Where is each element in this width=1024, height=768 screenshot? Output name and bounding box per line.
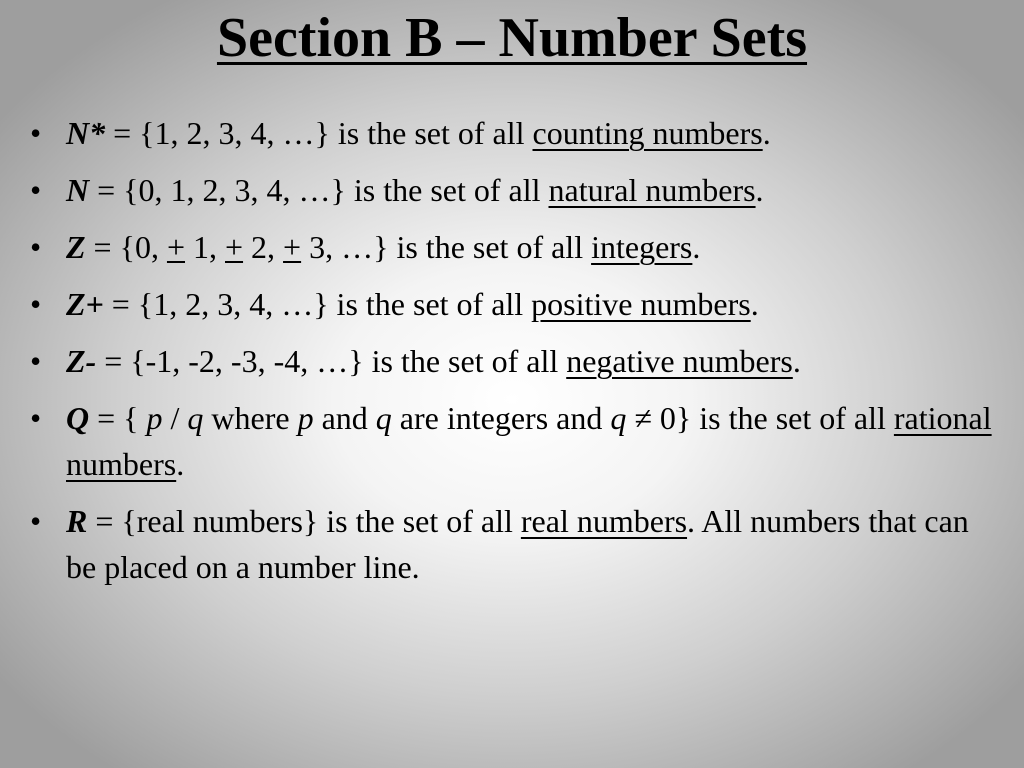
description-end: . bbox=[792, 343, 801, 379]
bullet-icon: • bbox=[30, 172, 42, 208]
description-end: . bbox=[176, 446, 185, 482]
set-term: counting numbers bbox=[532, 115, 763, 151]
set-part: {0, bbox=[119, 229, 167, 265]
set-definition: {1, 2, 3, 4, …} bbox=[137, 286, 329, 322]
set-definition: {-1, -2, -3, -4, …} bbox=[130, 343, 364, 379]
set-part: ≠ 0} is the set of all bbox=[626, 400, 894, 436]
description-text: is the set of all bbox=[318, 503, 521, 539]
set-part: { bbox=[123, 400, 147, 436]
set-part: 1, bbox=[185, 229, 225, 265]
description-text: is the set of all bbox=[345, 172, 549, 208]
bullet-icon: • bbox=[30, 503, 42, 539]
bullet-icon: • bbox=[30, 400, 42, 436]
set-symbol: Z+ bbox=[66, 286, 104, 322]
set-term: positive numbers bbox=[531, 286, 751, 322]
slide-title-text: Section B – Number Sets bbox=[216, 7, 808, 69]
set-symbol: Z- bbox=[66, 343, 97, 379]
variable-q: q bbox=[375, 400, 392, 436]
bullet-icon: • bbox=[30, 343, 42, 379]
set-symbol: N bbox=[66, 172, 90, 208]
equals-sign: = bbox=[85, 229, 120, 265]
set-part: and bbox=[313, 400, 376, 436]
set-definition bbox=[123, 400, 894, 436]
set-definition: {1, 2, 3, 4, …} bbox=[139, 115, 330, 151]
description-end: . bbox=[762, 115, 771, 151]
set-term: negative numbers bbox=[566, 343, 793, 379]
set-definition bbox=[120, 229, 389, 265]
slide-title bbox=[0, 2, 1024, 74]
list-item-real-numbers bbox=[28, 498, 1003, 590]
set-part: 2, bbox=[243, 229, 284, 265]
variable-p: p bbox=[297, 400, 314, 436]
set-term: real numbers bbox=[520, 503, 688, 539]
equals-sign: = bbox=[103, 286, 138, 322]
set-part: 3, …} bbox=[301, 229, 389, 265]
set-part: are integers and bbox=[391, 400, 611, 436]
list-item-positive-numbers bbox=[28, 281, 1003, 327]
set-symbol: Z bbox=[66, 229, 86, 265]
set-definition: {0, 1, 2, 3, 4, …} bbox=[123, 172, 346, 208]
description-end: . bbox=[755, 172, 764, 208]
description-end: . bbox=[692, 229, 701, 265]
list-item-integers bbox=[28, 224, 1003, 270]
equals-sign: = bbox=[105, 115, 140, 151]
set-definition: {real numbers} bbox=[121, 503, 319, 539]
description-end: . All numbers that can be placed on a number line. bbox=[66, 503, 969, 585]
set-symbol: R bbox=[66, 503, 88, 539]
description-text: is the set of all bbox=[328, 286, 532, 322]
variable-p: p bbox=[146, 400, 163, 436]
plus-minus-sign: + bbox=[225, 229, 244, 265]
variable-q: q bbox=[610, 400, 627, 436]
description-text: is the set of all bbox=[388, 229, 592, 265]
variable-q: q bbox=[187, 400, 204, 436]
description-text: is the set of all bbox=[363, 343, 567, 379]
set-symbol: N* bbox=[66, 115, 106, 151]
equals-sign: = bbox=[89, 172, 124, 208]
list-item-rational-numbers bbox=[28, 395, 1003, 487]
bullet-icon: • bbox=[30, 229, 42, 265]
description-text: is the set of all bbox=[329, 115, 533, 151]
equals-sign: = bbox=[87, 503, 122, 539]
set-symbol: Q bbox=[66, 400, 90, 436]
equals-sign: = bbox=[96, 343, 131, 379]
plus-minus-sign: + bbox=[166, 229, 185, 265]
description-end: . bbox=[750, 286, 759, 322]
list-item-natural-numbers bbox=[28, 167, 1003, 213]
equals-sign: = bbox=[89, 400, 124, 436]
set-part: where bbox=[203, 400, 298, 436]
bullet-icon: • bbox=[30, 115, 42, 151]
list-item-counting-numbers bbox=[28, 110, 1003, 156]
set-term: natural numbers bbox=[548, 172, 756, 208]
list-item-negative-numbers bbox=[28, 338, 1003, 384]
set-term: rational numbers bbox=[66, 400, 992, 482]
plus-minus-sign: + bbox=[283, 229, 302, 265]
set-term: integers bbox=[591, 229, 693, 265]
bullet-icon: • bbox=[30, 286, 42, 322]
number-set-list bbox=[28, 110, 1003, 601]
set-part: / bbox=[162, 400, 188, 436]
